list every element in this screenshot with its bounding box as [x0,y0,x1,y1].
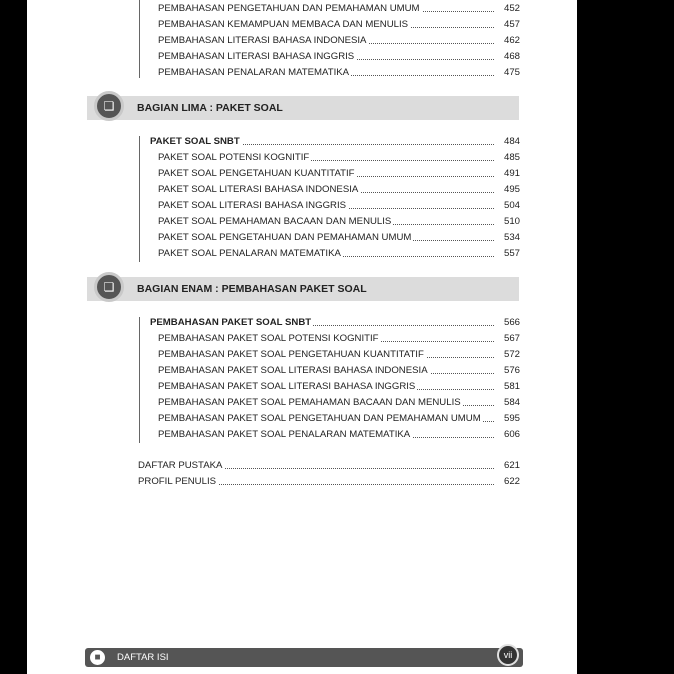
section-rule [139,317,140,443]
toc-entry-label: PAKET SOAL LITERASI BAHASA INGGRIS [158,200,347,211]
toc-entry-label: PAKET SOAL PEMAHAMAN BACAAN DAN MENULIS [158,216,392,227]
toc-entry-label: PEMBAHASAN PENALARAN MATEMATIKA [158,67,350,78]
footer-label: DAFTAR ISI [117,652,169,663]
toc-entry[interactable] [158,2,520,16]
toc-entry-page: 621 [494,459,520,473]
part-header-band [87,96,519,120]
toc-entry-label: PEMBAHASAN PAKET SOAL PENALARAN MATEMATIKA [158,429,411,440]
toc-entry[interactable] [158,34,520,48]
book-badge-icon: ❏ [94,91,124,121]
toc-entry-page: 584 [494,396,520,410]
toc-entry-page: 468 [494,50,520,64]
toc-entry-page: 485 [494,151,520,165]
toc-entry-label: PEMBAHASAN PENGETAHUAN DAN PEMAHAMAN UMUM [158,3,420,14]
toc-entry-page: 595 [494,412,520,426]
toc-entry-label: PAKET SOAL PENALARAN MATEMATIKA [158,248,341,259]
toc-entry-label: PAKET SOAL PENGETAHUAN DAN PEMAHAMAN UMUM [158,232,412,243]
toc-entry-page: 581 [494,380,520,394]
toc-entry-label: PAKET SOAL PENGETAHUAN KUANTITATIF [158,168,355,179]
toc-entry[interactable] [158,380,520,394]
toc-entry[interactable] [158,428,520,442]
part-title: BAGIAN LIMA : PAKET SOAL [137,102,283,114]
toc-entry[interactable] [158,167,520,181]
page-footer [85,648,523,667]
toc-entry-label: PAKET SOAL LITERASI BAHASA INDONESIA [158,184,359,195]
toc-entry-page: 475 [494,66,520,80]
toc-entry-page: 462 [494,34,520,48]
toc-entry[interactable] [158,332,520,346]
toc-entry-page: 622 [494,475,520,489]
toc-entry[interactable] [158,396,520,410]
toc-entry-label: PEMBAHASAN PAKET SOAL LITERASI BAHASA INGGRIS [158,381,416,392]
toc-heading-label: PAKET SOAL SNBT [150,136,240,147]
toc-entry-label: PEMBAHASAN PAKET SOAL PENGETAHUAN DAN PEMAHAMAN UMUM [158,413,481,424]
toc-entry[interactable] [158,364,520,378]
book-badge-icon: ❏ [94,272,124,302]
toc-entry-label: DAFTAR PUSTAKA [138,460,223,471]
page-number-badge: vii [497,644,519,666]
toc-entry-page: 504 [494,199,520,213]
section-rule [139,0,140,78]
toc-entry-bibliography[interactable] [138,459,520,473]
toc-entry-label: PEMBAHASAN LITERASI BAHASA INDONESIA [158,35,367,46]
toc-entry-label: PEMBAHASAN KEMAMPUAN MEMBACA DAN MENULIS [158,19,409,30]
toc-entry-label: PEMBAHASAN PAKET SOAL POTENSI KOGNITIF [158,333,379,344]
toc-entry-page: 510 [494,215,520,229]
toc-entry-page: 606 [494,428,520,442]
toc-heading-label: PEMBAHASAN PAKET SOAL SNBT [150,317,312,328]
toc-entry[interactable] [158,247,520,261]
toc-entry-page: 457 [494,18,520,32]
toc-heading-page: 566 [494,316,520,330]
toc-entry[interactable] [158,151,520,165]
toc-entry[interactable] [158,18,520,32]
toc-entry[interactable] [158,183,520,197]
toc-entry[interactable] [158,348,520,362]
toc-heading-entry[interactable] [150,135,520,149]
toc-entry-label: PEMBAHASAN LITERASI BAHASA INGGRIS [158,51,355,62]
toc-heading-entry[interactable] [150,316,520,330]
toc-entry-label: PROFIL PENULIS [138,476,217,487]
toc-entry-label: PEMBAHASAN PAKET SOAL PEMAHAMAN BACAAN DAN MENULIS [158,397,461,408]
toc-entry-page: 576 [494,364,520,378]
part-header-band [87,277,519,301]
toc-entry[interactable] [158,215,520,229]
toc-entry-page: 491 [494,167,520,181]
toc-entry-label: PEMBAHASAN PAKET SOAL LITERASI BAHASA INDONESIA [158,365,428,376]
toc-entry[interactable] [158,412,520,426]
section-rule [139,136,140,262]
toc-entry-label: PAKET SOAL POTENSI KOGNITIF [158,152,310,163]
toc-entry[interactable] [158,231,520,245]
toc-entry-author-profile[interactable] [138,475,520,489]
toc-entry-page: 572 [494,348,520,362]
toc-entry-page: 557 [494,247,520,261]
toc-entry-label: PEMBAHASAN PAKET SOAL PENGETAHUAN KUANTITATIF [158,349,424,360]
toc-entry-page: 567 [494,332,520,346]
toc-page [27,0,577,674]
toc-heading-page: 484 [494,135,520,149]
graduation-cap-icon: ■ [90,650,105,665]
part-title: BAGIAN ENAM : PEMBAHASAN PAKET SOAL [137,283,367,295]
toc-entry-page: 534 [494,231,520,245]
toc-entry-page: 452 [494,2,520,16]
toc-entry[interactable] [158,66,520,80]
toc-entry[interactable] [158,50,520,64]
toc-entry[interactable] [158,199,520,213]
toc-entry-page: 495 [494,183,520,197]
